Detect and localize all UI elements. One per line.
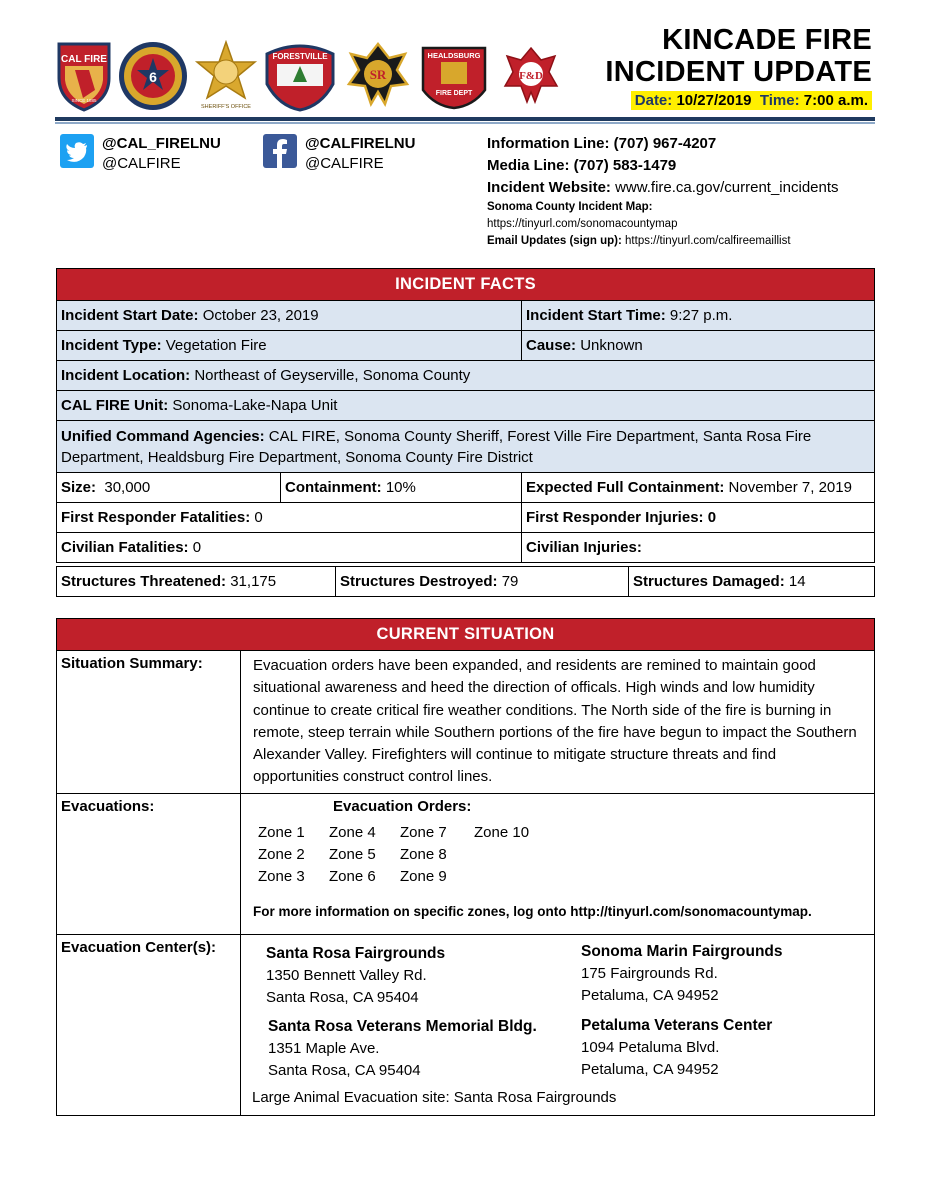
structures-table [56, 566, 875, 597]
website-link[interactable]: www.fire.ca.gov/current_incidents [615, 179, 839, 196]
date-label: Date: [634, 92, 673, 109]
sheriff-logo-text: SHERIFF'S OFFICE [201, 104, 251, 110]
title-line-1: KINCADE FIRE [662, 24, 872, 56]
center-city: Petaluma, CA 94952 [581, 986, 719, 1004]
date-time-bar [631, 91, 872, 110]
center-name: Petaluma Veterans Center [581, 1016, 773, 1034]
structures-threatened-cell: Structures Threatened: 31,175 [57, 567, 336, 597]
zones-column-1 [258, 822, 305, 889]
calfire-logo-since: SINCE 1885 [71, 98, 97, 103]
zone-item: Zone 9 [400, 868, 447, 886]
situation-summary-cell [241, 651, 875, 794]
forestville-logo-text: FORESTVILLE [272, 52, 328, 61]
email-url[interactable]: https://tinyurl.com/calfireemaillist [625, 235, 791, 247]
large-animal-site: Large Animal Evacuation site: Santa Rosa Fairgrounds [252, 1088, 617, 1106]
fd-maltese-logo [499, 40, 563, 112]
contact-info [487, 133, 887, 250]
evacuation-orders-title: Evacuation Orders: [333, 797, 472, 815]
evacuations-label: Evacuations: [57, 793, 241, 934]
evacuation-more-info[interactable]: For more information on specific zones, log onto http://tinyurl.com/sonomacountymap. [253, 903, 812, 919]
santa-rosa-fire-logo [345, 40, 411, 112]
center-city: Petaluma, CA 94952 [581, 1060, 719, 1078]
start-time-cell: Incident Start Time: 9:27 p.m. [522, 301, 875, 331]
evacuation-centers-cell [241, 934, 875, 1115]
fr-fatalities-cell: First Responder Fatalities: 0 [57, 503, 522, 533]
structures-damaged-cell: Structures Damaged: 14 [629, 567, 875, 597]
forestville-fire-logo [263, 40, 337, 112]
containment-cell: Containment: 10% [281, 473, 522, 503]
zone-item: Zone 5 [329, 846, 376, 864]
information-line: Information Line: (707) 967-4207 [487, 135, 717, 152]
incident-facts-table [56, 268, 875, 563]
center-name: Sonoma Marin Fairgrounds [581, 942, 783, 960]
healdsburg-logo-sub: FIRE DEPT [435, 90, 473, 97]
email-updates: Email Updates (sign up): https://tinyurl.com/calfireemaillist [487, 235, 791, 247]
zone-item: Zone 3 [258, 868, 305, 886]
facebook-block[interactable] [263, 134, 415, 174]
incident-website: Incident Website: www.fire.ca.gov/current_incidents [487, 179, 839, 196]
facebook-handle[interactable]: @CALFIRELNU [305, 135, 416, 152]
zone-item: Zone 7 [400, 823, 447, 841]
center-name: Santa Rosa Veterans Memorial Bldg. [268, 1017, 537, 1035]
fr-injuries-cell: First Responder Injuries: 0 [522, 503, 875, 533]
header-divider-light [55, 122, 875, 124]
calfire-logo-text: CAL FIRE [61, 54, 107, 65]
time-value: 7:00 a.m. [803, 92, 868, 109]
incident-location-cell: Incident Location: Northeast of Geyserville, Sonoma County [57, 361, 875, 391]
fd-logo-text: F&D [519, 70, 543, 82]
center-street: 175 Fairgrounds Rd. [581, 964, 718, 982]
time-label: Time: [759, 92, 800, 109]
zones-column-2 [329, 822, 376, 889]
structures-destroyed-cell: Structures Destroyed: 79 [336, 567, 629, 597]
facebook-handle-2[interactable]: @CALFIRE [305, 155, 384, 172]
incident-type-cell: Incident Type: Vegetation Fire [57, 331, 522, 361]
evacuation-centers-label: Evacuation Center(s): [57, 934, 241, 1115]
title-block [605, 24, 872, 110]
evacuations-cell [241, 793, 875, 934]
start-date-cell: Incident Start Date: October 23, 2019 [57, 301, 522, 331]
header-divider [55, 117, 875, 121]
center-city: Santa Rosa, CA 95404 [268, 1061, 421, 1079]
current-situation-heading: CURRENT SITUATION [57, 619, 875, 651]
zone-item: Zone 8 [400, 846, 447, 864]
cause-cell: Cause: Unknown [522, 331, 875, 361]
center-name: Santa Rosa Fairgrounds [266, 944, 446, 962]
media-line: Media Line: (707) 583-1479 [487, 157, 677, 174]
evacuation-center [581, 1015, 772, 1081]
size-cell: Size: 30,000 [57, 473, 281, 503]
current-situation-table [56, 618, 875, 1116]
twitter-block[interactable] [60, 134, 221, 174]
sheriff-star-logo [193, 40, 259, 112]
zone-item: Zone 2 [258, 846, 305, 864]
civilian-fatalities-cell: Civilian Fatalities: 0 [57, 533, 522, 563]
evacuation-center [266, 943, 445, 1009]
zones-column-3 [400, 822, 447, 889]
team6-number: 6 [149, 69, 157, 85]
incident-facts-heading: INCIDENT FACTS [57, 269, 875, 301]
title-line-2: INCIDENT UPDATE [605, 56, 872, 88]
healdsburg-fire-logo [417, 40, 491, 112]
sr-logo-text: SR [369, 67, 387, 82]
evacuation-center [268, 1016, 537, 1082]
map-label: Sonoma County Incident Map: [487, 201, 653, 213]
zones-column-4 [474, 822, 529, 844]
zone-item: Zone 4 [329, 823, 376, 841]
facebook-icon[interactable] [263, 134, 297, 168]
unified-command-cell: Unified Command Agencies: CAL FIRE, Sonoma County Sheriff, Forest Ville Fire Department, Santa Rosa Fire Department, Healdsburg Fire Department, Sonoma County Fire District [57, 421, 875, 473]
zone-item: Zone 6 [329, 868, 376, 886]
evacuation-zones [245, 798, 870, 934]
zone-item: Zone 1 [258, 823, 305, 841]
expected-containment-cell: Expected Full Containment: November 7, 2019 [522, 473, 875, 503]
calfire-logo [55, 40, 113, 112]
twitter-handle-2[interactable]: @CALFIRE [102, 155, 181, 172]
center-city: Santa Rosa, CA 95404 [266, 988, 419, 1006]
situation-summary-label: Situation Summary: [57, 651, 241, 794]
team6-badge-logo [117, 40, 189, 112]
date-value: 10/27/2019 [676, 92, 752, 109]
twitter-icon[interactable] [60, 134, 94, 168]
civilian-injuries-cell: Civilian Injuries: [522, 533, 875, 563]
center-street: 1351 Maple Ave. [268, 1039, 380, 1057]
evacuation-center [581, 941, 783, 1007]
evacuation-centers [245, 939, 870, 1115]
twitter-handle[interactable]: @CAL_FIRELNU [102, 135, 221, 152]
healdsburg-logo-text: HEALDSBURG [427, 51, 481, 60]
situation-summary-text: Evacuation orders have been expanded, and residents are remined to maintain good situational awareness and heed the direction of officals. High winds and low humidity continue to create critical fire weather conditions. The North side of the fire is burning in remote, steep terrain while Southern portions of the fire have begun to impact the Southern Alexander Valley. Firefighters will continue to mitigate structure threats and find opportunities construct control lines. [253, 657, 857, 786]
map-url[interactable]: https://tinyurl.com/sonomacountymap [487, 218, 678, 230]
agency-logos [55, 40, 575, 112]
center-street: 1350 Bennett Valley Rd. [266, 966, 427, 984]
calfire-unit-cell: CAL FIRE Unit: Sonoma-Lake-Napa Unit [57, 391, 875, 421]
zone-item: Zone 10 [474, 823, 530, 841]
center-street: 1094 Petaluma Blvd. [581, 1038, 720, 1056]
